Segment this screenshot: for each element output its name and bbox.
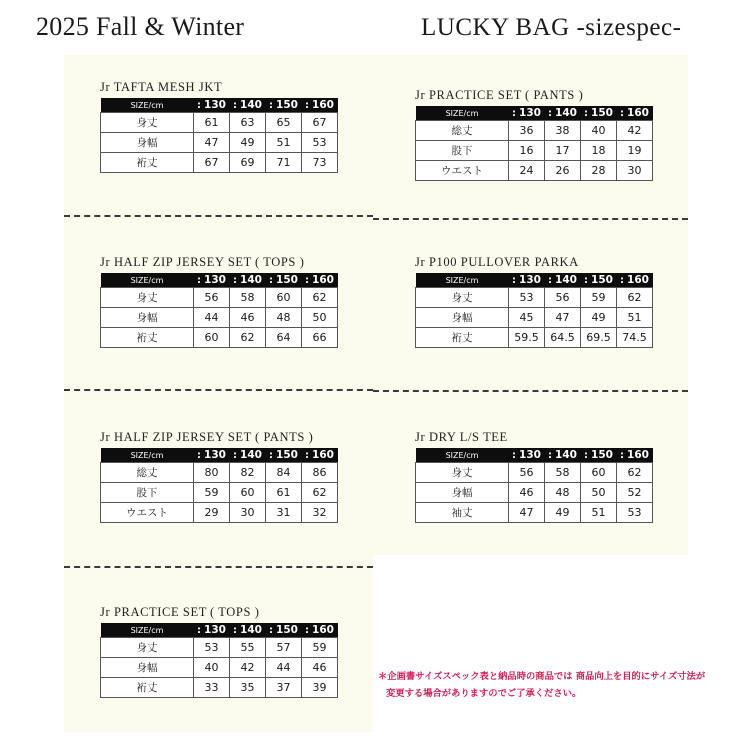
table-header-row (101, 623, 338, 638)
header-text: 130 (204, 449, 226, 461)
column-separator: : (512, 275, 517, 286)
size-column-header (194, 273, 230, 288)
size-unit-header (101, 448, 194, 463)
table-cell: 60 (581, 463, 617, 483)
table-cell: 58 (230, 288, 266, 308)
size-column-header (509, 448, 545, 463)
table-cell: 42 (230, 658, 266, 678)
header-text: 140 (240, 274, 262, 286)
disclaimer-line-1: ＊企画書サイズスペック表と納品時の商品では 商品向上を目的にサイズ寸法が (378, 671, 706, 682)
table-header-row (416, 273, 653, 288)
column-separator: : (548, 275, 553, 286)
table-row (101, 463, 338, 483)
table-cell: 51 (266, 133, 302, 153)
header-text: 130 (204, 99, 226, 111)
table-cell: 29 (194, 503, 230, 523)
header-text: 150 (591, 107, 613, 119)
section-title: Jr PRACTICE SET ( TOPS ) (100, 605, 260, 619)
row-label: 股下 (101, 483, 194, 503)
table-cell: 49 (545, 503, 581, 523)
size-unit-header (416, 273, 509, 288)
table-cell: 84 (266, 463, 302, 483)
page-title-lucky-bag: LUCKY BAG -sizespec- (421, 14, 682, 41)
header-text: 140 (240, 449, 262, 461)
table-cell: 40 (194, 658, 230, 678)
table-cell: 39 (302, 678, 338, 698)
size-column-header (302, 98, 338, 113)
size-section (415, 430, 653, 523)
table-cell: 51 (617, 308, 653, 328)
table-cell: 62 (230, 328, 266, 348)
column-separator: : (269, 100, 274, 111)
table-cell: 82 (230, 463, 266, 483)
size-unit-header (101, 273, 194, 288)
row-label: 裄丈 (101, 153, 194, 173)
column-separator: : (269, 450, 274, 461)
column-separator: : (584, 450, 589, 461)
size-unit-header (101, 623, 194, 638)
table-cell: 30 (230, 503, 266, 523)
column-separator: : (584, 108, 589, 119)
size-column-header (545, 106, 581, 121)
header-text: 160 (312, 624, 334, 636)
table-cell: 59 (581, 288, 617, 308)
row-label: ウエスト (101, 503, 194, 523)
header-text: 150 (276, 624, 298, 636)
divider-left-1 (64, 215, 373, 217)
header-text: SIZE/cm (130, 625, 164, 635)
column-separator: : (305, 100, 310, 111)
table-cell: 47 (194, 133, 230, 153)
table-cell: 19 (617, 141, 653, 161)
table-row (416, 288, 653, 308)
table-row (416, 308, 653, 328)
table-cell: 47 (545, 308, 581, 328)
table-cell: 18 (581, 141, 617, 161)
size-column-header (302, 623, 338, 638)
table-cell: 35 (230, 678, 266, 698)
table-cell: 62 (617, 288, 653, 308)
table-row (101, 503, 338, 523)
table-cell: 56 (509, 463, 545, 483)
header-text: 160 (627, 449, 649, 461)
header-text: 150 (591, 274, 613, 286)
column-separator: : (620, 450, 625, 461)
size-table (100, 98, 338, 173)
header-text: SIZE/cm (445, 450, 479, 460)
size-table (415, 273, 653, 348)
table-cell: 62 (617, 463, 653, 483)
table-header-row (416, 448, 653, 463)
table-cell: 40 (581, 121, 617, 141)
column-separator: : (269, 625, 274, 636)
size-unit-header (416, 106, 509, 121)
column-separator: : (233, 625, 238, 636)
size-section (100, 255, 338, 348)
column-separator: : (305, 275, 310, 286)
table-cell: 24 (509, 161, 545, 181)
size-column-header (266, 98, 302, 113)
size-column-header (230, 448, 266, 463)
table-row (416, 141, 653, 161)
table-cell: 62 (302, 288, 338, 308)
column-separator: : (512, 450, 517, 461)
disclaimer-line-2: 変更する場合がありますのでご了承ください。 (386, 688, 582, 699)
size-column-header (230, 273, 266, 288)
header-text: 130 (519, 274, 541, 286)
table-cell: 53 (509, 288, 545, 308)
header-text: SIZE/cm (130, 275, 164, 285)
column-separator: : (584, 275, 589, 286)
header-text: 140 (555, 274, 577, 286)
table-cell: 61 (266, 483, 302, 503)
table-cell: 60 (266, 288, 302, 308)
section-title: Jr PRACTICE SET ( PANTS ) (415, 88, 584, 102)
table-cell: 73 (302, 153, 338, 173)
row-label: 身幅 (416, 308, 509, 328)
table-cell: 16 (509, 141, 545, 161)
table-cell: 59 (302, 638, 338, 658)
table-cell: 38 (545, 121, 581, 141)
header-text: 140 (555, 449, 577, 461)
size-column-header (194, 623, 230, 638)
table-cell: 26 (545, 161, 581, 181)
size-unit-header (101, 98, 194, 113)
row-label: 裄丈 (416, 328, 509, 348)
table-header-row (101, 448, 338, 463)
size-column-header (509, 273, 545, 288)
size-section (100, 430, 338, 523)
table-header-row (416, 106, 653, 121)
size-column-header (617, 106, 653, 121)
table-cell: 44 (194, 308, 230, 328)
table-cell: 51 (581, 503, 617, 523)
row-label: 身丈 (101, 638, 194, 658)
header-text: 150 (276, 449, 298, 461)
table-cell: 50 (581, 483, 617, 503)
table-row (416, 483, 653, 503)
header-text: 150 (276, 274, 298, 286)
header-text: 140 (555, 107, 577, 119)
section-title: Jr HALF ZIP JERSEY SET ( PANTS ) (100, 430, 314, 444)
table-cell: 48 (266, 308, 302, 328)
column-separator: : (233, 450, 238, 461)
table-row (101, 133, 338, 153)
size-table (415, 106, 653, 181)
column-separator: : (305, 450, 310, 461)
row-label: 身丈 (416, 288, 509, 308)
table-cell: 53 (617, 503, 653, 523)
size-table (100, 273, 338, 348)
table-cell: 67 (302, 113, 338, 133)
table-cell: 47 (509, 503, 545, 523)
table-row (101, 153, 338, 173)
size-column-header (194, 448, 230, 463)
table-row (101, 288, 338, 308)
table-cell: 56 (194, 288, 230, 308)
size-column-header (230, 98, 266, 113)
divider-right-2 (373, 390, 688, 392)
table-cell: 66 (302, 328, 338, 348)
header-text: 140 (240, 624, 262, 636)
table-cell: 49 (581, 308, 617, 328)
size-column-header (617, 448, 653, 463)
size-column-header (266, 448, 302, 463)
column-separator: : (548, 450, 553, 461)
column-separator: : (197, 100, 202, 111)
page-title-season: 2025 Fall & Winter (36, 12, 245, 41)
table-cell: 60 (194, 328, 230, 348)
disclaimer-note (378, 668, 750, 702)
size-table (100, 623, 338, 698)
table-cell: 52 (617, 483, 653, 503)
column-separator: : (620, 275, 625, 286)
table-row (101, 658, 338, 678)
table-cell: 56 (545, 288, 581, 308)
header-text: 150 (276, 99, 298, 111)
size-table (415, 448, 653, 523)
table-row (101, 483, 338, 503)
size-column-header (545, 448, 581, 463)
column-separator: : (548, 108, 553, 119)
row-label: 身丈 (101, 113, 194, 133)
header-text: SIZE/cm (445, 108, 479, 118)
table-cell: 63 (230, 113, 266, 133)
column-separator: : (197, 625, 202, 636)
table-cell: 44 (266, 658, 302, 678)
table-cell: 55 (230, 638, 266, 658)
table-cell: 57 (266, 638, 302, 658)
column-separator: : (233, 275, 238, 286)
table-cell: 60 (230, 483, 266, 503)
table-cell: 65 (266, 113, 302, 133)
size-column-header (194, 98, 230, 113)
table-cell: 45 (509, 308, 545, 328)
divider-right-1 (373, 218, 688, 220)
table-header-row (101, 273, 338, 288)
table-cell: 58 (545, 463, 581, 483)
table-cell: 31 (266, 503, 302, 523)
size-unit-header (416, 448, 509, 463)
size-section (100, 80, 338, 173)
column-separator: : (197, 450, 202, 461)
table-cell: 86 (302, 463, 338, 483)
size-column-header (581, 273, 617, 288)
size-column-header (266, 623, 302, 638)
column-separator: : (197, 275, 202, 286)
table-cell: 17 (545, 141, 581, 161)
row-label: ウエスト (416, 161, 509, 181)
table-cell: 61 (194, 113, 230, 133)
size-column-header (581, 448, 617, 463)
column-separator: : (305, 625, 310, 636)
table-cell: 69.5 (581, 328, 617, 348)
column-separator: : (512, 108, 517, 119)
section-title: Jr P100 PULLOVER PARKA (415, 255, 579, 269)
table-row (101, 113, 338, 133)
header-text: 160 (627, 107, 649, 119)
section-title: Jr DRY L/S TEE (415, 430, 508, 444)
table-cell: 32 (302, 503, 338, 523)
row-label: 袖丈 (416, 503, 509, 523)
size-section (415, 255, 653, 348)
table-cell: 28 (581, 161, 617, 181)
divider-left-3 (64, 566, 373, 568)
row-label: 身幅 (101, 308, 194, 328)
row-label: 身丈 (101, 288, 194, 308)
table-cell: 74.5 (617, 328, 653, 348)
table-cell: 64.5 (545, 328, 581, 348)
table-cell: 53 (302, 133, 338, 153)
table-cell: 50 (302, 308, 338, 328)
size-table (100, 448, 338, 523)
size-column-header (302, 448, 338, 463)
header-text: 160 (312, 99, 334, 111)
row-label: 総丈 (101, 463, 194, 483)
table-cell: 53 (194, 638, 230, 658)
table-cell: 30 (617, 161, 653, 181)
size-column-header (617, 273, 653, 288)
row-label: 股下 (416, 141, 509, 161)
table-row (416, 463, 653, 483)
header-text: SIZE/cm (445, 275, 479, 285)
table-row (416, 161, 653, 181)
table-row (416, 121, 653, 141)
row-label: 身幅 (101, 658, 194, 678)
section-title: Jr TAFTA MESH JKT (100, 80, 223, 94)
header-text: 160 (627, 274, 649, 286)
header-text: 140 (240, 99, 262, 111)
table-row (101, 308, 338, 328)
size-column-header (266, 273, 302, 288)
table-cell: 59.5 (509, 328, 545, 348)
header-text: 130 (204, 274, 226, 286)
table-cell: 33 (194, 678, 230, 698)
table-cell: 64 (266, 328, 302, 348)
table-cell: 46 (509, 483, 545, 503)
section-title: Jr HALF ZIP JERSEY SET ( TOPS ) (100, 255, 305, 269)
column-separator: : (233, 100, 238, 111)
table-cell: 42 (617, 121, 653, 141)
table-cell: 46 (302, 658, 338, 678)
row-label: 身幅 (101, 133, 194, 153)
row-label: 身幅 (416, 483, 509, 503)
divider-left-2 (64, 389, 373, 391)
table-header-row (101, 98, 338, 113)
column-separator: : (620, 108, 625, 119)
table-cell: 59 (194, 483, 230, 503)
header-text: 150 (591, 449, 613, 461)
size-column-header (302, 273, 338, 288)
table-cell: 46 (230, 308, 266, 328)
table-row (101, 328, 338, 348)
row-label: 身丈 (416, 463, 509, 483)
header-text: 130 (519, 449, 541, 461)
table-cell: 37 (266, 678, 302, 698)
table-row (101, 638, 338, 658)
header-text: SIZE/cm (130, 450, 164, 460)
table-row (416, 328, 653, 348)
table-cell: 71 (266, 153, 302, 173)
table-cell: 36 (509, 121, 545, 141)
size-column-header (230, 623, 266, 638)
header-text: 130 (519, 107, 541, 119)
row-label: 総丈 (416, 121, 509, 141)
size-section (100, 605, 338, 698)
header-text: 130 (204, 624, 226, 636)
table-row (416, 503, 653, 523)
table-cell: 48 (545, 483, 581, 503)
header-text: 160 (312, 274, 334, 286)
size-column-header (581, 106, 617, 121)
size-column-header (509, 106, 545, 121)
column-separator: : (269, 275, 274, 286)
table-row (101, 678, 338, 698)
table-cell: 67 (194, 153, 230, 173)
size-section (415, 88, 653, 181)
size-column-header (545, 273, 581, 288)
header-text: 160 (312, 449, 334, 461)
table-cell: 69 (230, 153, 266, 173)
table-cell: 62 (302, 483, 338, 503)
header-text: SIZE/cm (130, 100, 164, 110)
table-cell: 49 (230, 133, 266, 153)
row-label: 裄丈 (101, 328, 194, 348)
row-label: 裄丈 (101, 678, 194, 698)
table-cell: 80 (194, 463, 230, 483)
